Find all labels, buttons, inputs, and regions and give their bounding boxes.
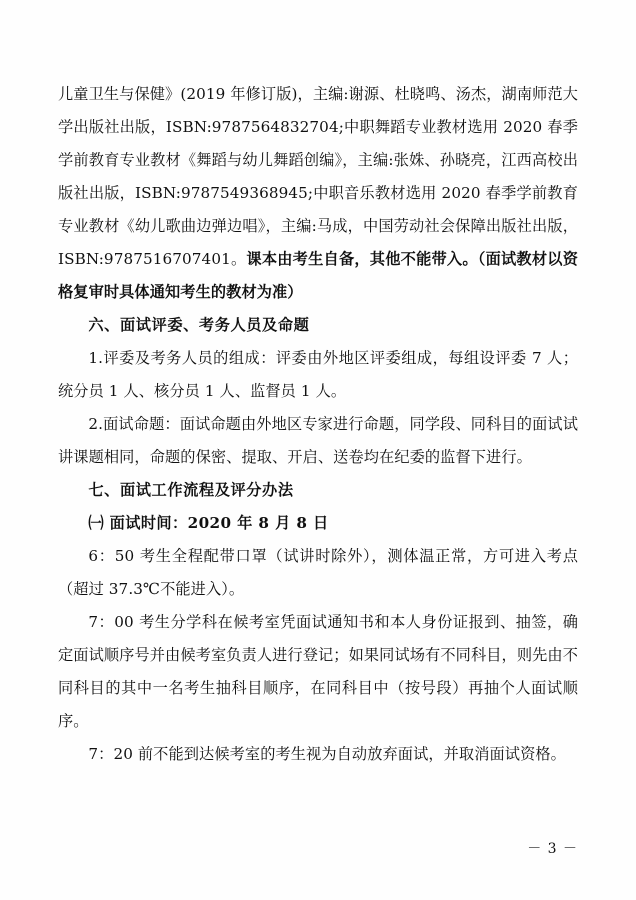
paragraph-question-setting: 2.面试命题：面试命题由外地区专家进行命题，同学段、同科目的面试试讲课题相同，命题的保密、提取、开启、送卷均在纪委的监督下进行。 xyxy=(58,415,578,466)
text-run-bold: 课本由考生自备，其他不能带入。（面试教材以资格复审时具体通知考生的教材为准） xyxy=(58,250,578,301)
paragraph-schedule-720: 7：20 前不能到达候考室的考生视为自动放弃面试，并取消面试资格。 xyxy=(88,745,566,763)
text-run-plain: 儿童卫生与保健》(2019 年修订版)，主编:谢源、杜晓鸣、汤杰，湖南师范大学出版社出版，ISBN:9787564832704;中职舞蹈专业教材选用 2020 春季学前教育专业教材《舞蹈与幼儿舞蹈创编》，主编:张姝、孙晓亮，江西高校出版社出版，ISBN:9787549368945;中职音乐教材选用 2020 春季学前教育专业教材《幼儿歌曲边弹边唱》，主编:马成，中国劳动社会保障出版社出版，ISBN:9787516707401。 xyxy=(58,85,578,268)
document-body xyxy=(58,78,578,771)
subheading-interview-date: ㈠ 面试时间：2020 年 8 月 8 日 xyxy=(88,514,329,532)
heading-section-six: 六、面试评委、考务人员及命题 xyxy=(88,316,310,334)
paragraph-textbooks xyxy=(58,78,578,309)
page-number: － 3 － xyxy=(527,841,578,857)
paragraph-panel-composition: 1.评委及考务人员的组成：评委由外地区评委组成，每组设评委 7 人；统分员 1 人、核分员 1 人、监督员 1 人。 xyxy=(58,349,578,400)
paragraph-schedule-700: 7：00 考生分学科在候考室凭面试通知书和本人身份证报到、抽签，确定面试顺序号并由候考室负责人进行登记；如果同试场有不同科目，则先由不同科目的其中一名考生抽科目顺序，在同科目中（按号段）再抽个人面试顺序。 xyxy=(58,613,578,730)
heading-section-seven: 七、面试工作流程及评分办法 xyxy=(88,481,294,499)
paragraph-schedule-650: 6：50 考生全程配带口罩（试讲时除外），测体温正常，方可进入考点（超过 37.3℃不能进入）。 xyxy=(58,547,578,598)
